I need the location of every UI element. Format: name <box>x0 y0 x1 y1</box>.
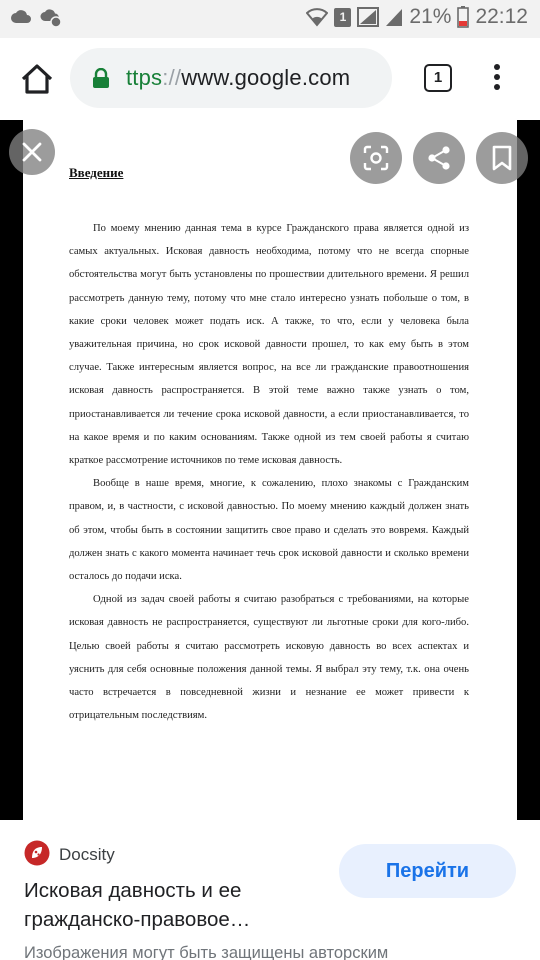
clock: 22:12 <box>475 5 528 28</box>
signal-strength-icon <box>385 7 403 27</box>
url-scheme: ttps <box>126 65 163 90</box>
source-name[interactable]: Docsity <box>59 845 115 864</box>
cloud-sync-icon <box>40 8 62 28</box>
battery-icon <box>457 6 469 28</box>
share-button[interactable] <box>413 132 465 184</box>
wifi-icon <box>306 7 328 27</box>
close-button[interactable] <box>9 129 55 175</box>
url-host: www.google.com <box>181 65 351 90</box>
docsity-logo-icon <box>24 840 50 866</box>
cloud-icon <box>10 8 32 26</box>
result-info-panel <box>0 820 540 960</box>
document-body <box>69 217 469 727</box>
result-title[interactable]: Исковая давность и ее гражданско-правовое… <box>24 879 251 931</box>
document-paragraph: По моему мнению данная тема в курсе Гражданского права является одной из самых актуальных. Исковая давность необходима, потому что не всегда спорные обстоятельства могут быть установлены по прошествии длительного времени. Я решил рассмотреть данную тему, потому что мне стало интересно узнать побольше о том, в какие сроки человек может подать иск. А также, то что, если у человека была уважительная причина, но срок исковой давности прошел, то как ему быть в этом случае. Также интересным является вопрос, на все ли гражданские правоотношения исковая давность распространяется. В этой теме важно также узнать о том, приостанавливается ли течение срока исковой давности, а если приостанавливается, то на какое время и по каким основаниям. Также одной из тем своей работы я считаю краткое рассмотрение источников по теме исковая давность. <box>69 223 469 467</box>
bookmark-icon <box>491 145 513 171</box>
status-right <box>306 5 528 29</box>
sim-badge: 1 <box>334 8 351 27</box>
document-paragraph: Вообще в наше время, многие, к сожалению, плохо знакомы с Гражданским правом, и, в частности, с исковой давностью. По моему мнению каждый должен знать об этом, чтобы быть в состоянии защитить свое право и сделать это вовремя. Каждый должен знать с какого момента начинает течь срок исковой давности и сколько времени осталось до подачи иска. <box>69 478 469 583</box>
visit-button[interactable]: Перейти <box>339 844 516 898</box>
lens-button[interactable] <box>350 132 402 184</box>
url-separator: :// <box>162 65 182 90</box>
status-bar <box>0 0 540 38</box>
copyright-disclaimer: Изображения могут быть защищены авторским <box>24 944 389 960</box>
browser-toolbar <box>0 38 540 120</box>
lock-icon <box>92 68 110 88</box>
url-text <box>126 65 350 91</box>
signal-icon <box>357 7 379 27</box>
save-button[interactable] <box>476 132 528 184</box>
document-paragraph: Одной из задач своей работы я считаю разобраться с требованиями, на которые исковая давность не распространяется, существуют ли льготные сроки для кого-либо. Целью своей работы я считаю рассмотреть исковую давность во всех аспектах и уяснить для себя основные положения данной темы. Я выбрал эту тему, т.к. она очень часто встречается в повседневной жизни и незнание ее может привести к отрицательным последствиям. <box>69 594 469 722</box>
status-left-icons <box>10 8 62 28</box>
tab-switcher-button[interactable]: 1 <box>424 64 452 92</box>
document-image <box>23 120 517 820</box>
close-icon <box>21 141 43 163</box>
document-title: Введение <box>69 165 124 180</box>
battery-percent: 21% <box>409 5 452 28</box>
home-icon[interactable] <box>18 60 56 98</box>
more-vert-icon[interactable] <box>489 64 505 94</box>
lens-icon <box>363 145 389 171</box>
url-bar[interactable] <box>70 48 392 108</box>
share-icon <box>426 145 452 171</box>
image-viewer <box>0 120 540 820</box>
